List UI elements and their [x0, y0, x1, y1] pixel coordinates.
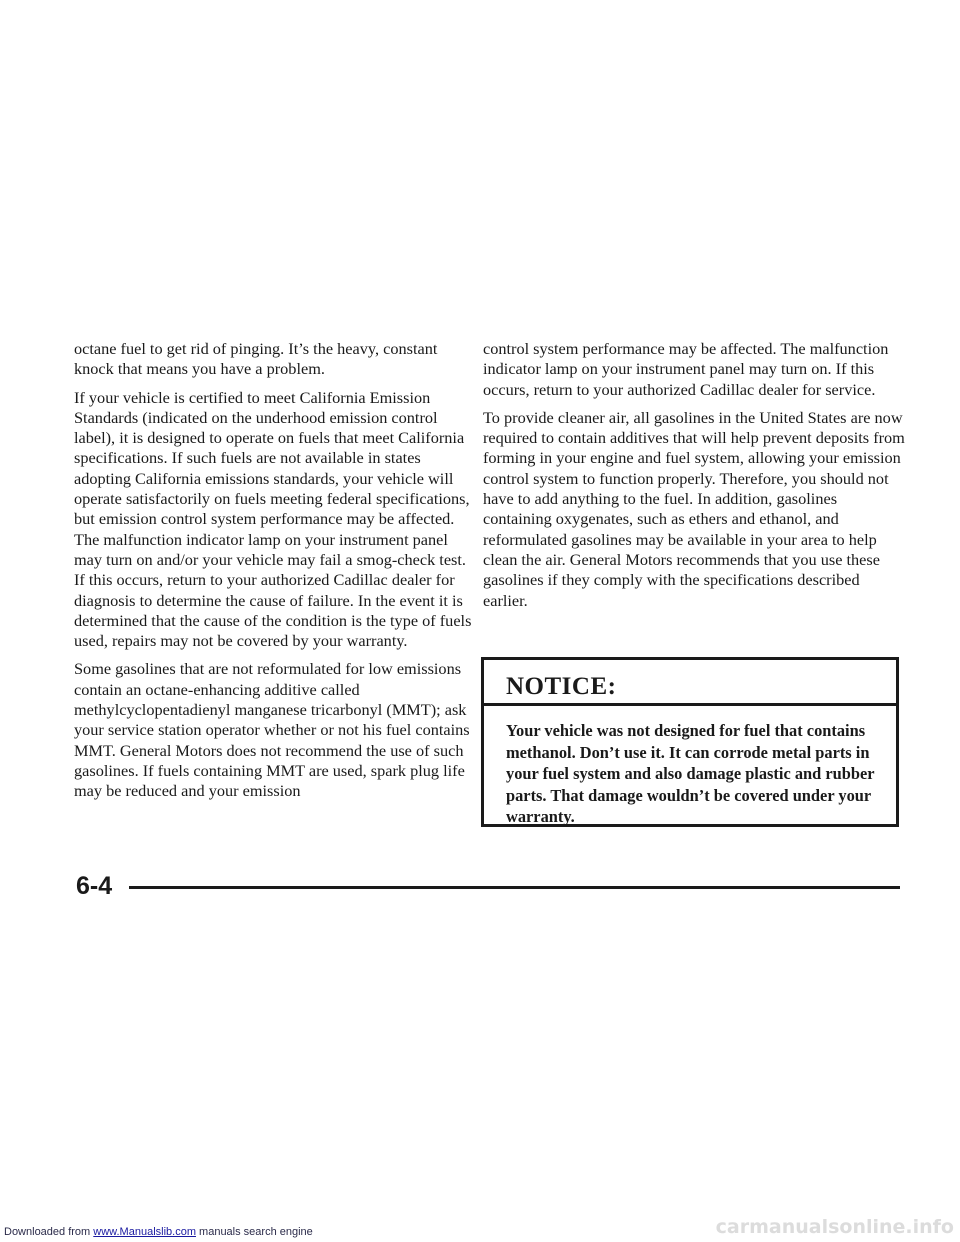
- page-number: 6-4: [76, 872, 113, 900]
- right-paragraph-1: control system performance may be affected. The malfunction indicator lamp on your instrument panel may turn on. If this occurs, return to your authorized Cadillac dealer for service.: [483, 339, 889, 399]
- bottom-margin: [0, 1012, 960, 1242]
- notice-body: Your vehicle was not designed for fuel that contains methanol. Don’t use it. It can corrode metal parts in your fuel system and also damage plastic and rubber parts. That damage wouldn’t be covered under your warranty.: [506, 721, 875, 827]
- right-paragraph-2: To provide cleaner air, all gasolines in the United States are now required to contain additives that will help prevent deposits from forming in your engine and fuel system, allowing your emission control system to function properly. Therefore, you should not have to add anything to the fuel. In addition, gasolines containing oxygenates, such as ethers and ethanol, and reformulated gasolines may be available in your area to help clean the air. General Motors recommends that you use these gasolines if they comply with the specifications described earlier.: [483, 407, 905, 610]
- manualslib-link[interactable]: www.Manualslib.com: [93, 1226, 196, 1238]
- left-paragraph-3: Some gasolines that are not reformulated for low emissions contain an octane-enhancing additive called methylcyclopentadienyl manganese tricarbonyl (MMT); ask your service station operator whether or not his fuel contains MMT. General Motors does not recommend the use of such gasolines. If fuels containing MMT are used, spark plug life may be reduced and your emission: [74, 659, 470, 801]
- watermark-logo: carmanualsonline.info: [715, 1216, 954, 1238]
- right-column: [483, 339, 905, 619]
- footer-rule: [129, 886, 900, 889]
- left-paragraph-2: If your vehicle is certified to meet California Emission Standards (indicated on the underhood emission control label), it is designed to operate on fuels that meet California specifications. If such fuels are not available in states adopting California emissions standards, your vehicle will operate satisfactorily on fuels meeting federal specifications, but emission control system performance may be affected. The malfunction indicator lamp on your instrument panel may turn on and/or your vehicle may fail a smog-check test. If this occurs, return to your authorized Cadillac dealer for diagnosis to determine the cause of failure. In the event it is determined that the cause of the condition is the type of fuels used, repairs may not be covered by your warranty.: [74, 387, 472, 651]
- left-paragraph-1: octane fuel to get rid of pinging. It’s the heavy, constant knock that means you have a problem.: [74, 339, 438, 379]
- download-suffix: manuals search engine: [195, 1226, 313, 1238]
- download-prefix: Downloaded from: [4, 1226, 94, 1238]
- notice-box: [481, 657, 899, 827]
- left-column: [74, 339, 478, 810]
- notice-title: NOTICE:: [484, 660, 896, 706]
- download-source-line: [4, 1226, 313, 1239]
